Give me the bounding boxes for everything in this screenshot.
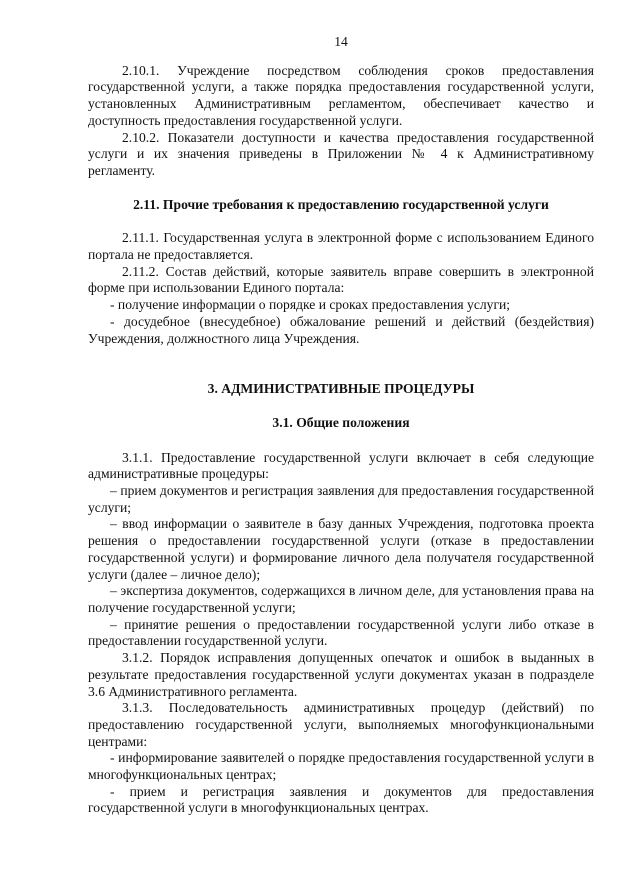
list-item: – экспертиза документов, содержащихся в личном деле, для установления права на получение государственной услуги;	[88, 583, 594, 615]
section-heading-2-11: 2.11. Прочие требования к предоставлению государственной услуги	[133, 196, 549, 212]
list-item: - прием и регистрация заявления и документов для предоставления государственной услуги в многофункциональных центрах.	[88, 783, 594, 816]
list-item: – прием документов и регистрация заявления для предоставления государственной услуги;	[88, 483, 594, 515]
list-item: - информирование заявителей о порядке предоставления государственной услуги в многофункциональных центрах;	[88, 750, 594, 783]
document-page	[88, 34, 594, 817]
list-item: - досудебное (внесудебное) обжалование решений и действий (бездействия) Учреждения, должностного лица Учреждения.	[88, 313, 594, 346]
paragraph-3-1-1: 3.1.1. Предоставление государственной услуги включает в себя следующие административные процедуры:	[88, 449, 594, 482]
paragraph-2-10-2: 2.10.2. Показатели доступности и качества предоставления государственной услуги и их значения приведены в Приложении № 4 к Административному регламенту.	[88, 129, 594, 178]
paragraph-2-11-1: 2.11.1. Государственная услуга в электронной форме с использованием Единого портала не предоставляется.	[88, 230, 594, 263]
paragraph-2-10-1: 2.10.1. Учреждение посредством соблюдения сроков предоставления государственной услуги, а также порядка предоставления государственной услуги, установленных Административным регламентом, обеспечивает качество и доступность предоставления государственной услуги.	[88, 62, 594, 128]
list-item: – принятие решения о предоставлении государственной услуги либо отказе в предоставлении государственной услуги.	[88, 616, 594, 649]
list-item: – ввод информации о заявителе в базу данных Учреждения, подготовка проекта решения о предоставлении государственной услуги (отказе в предоставлении государственной услуги) и формирование личного дела получателя государственной услуги (далее – личное дело);	[88, 516, 594, 582]
chapter-heading-3: 3. АДМИНИСТРАТИВНЫЕ ПРОЦЕДУРЫ	[207, 381, 475, 397]
subsection-heading-3-1: 3.1. Общие положения	[272, 414, 410, 430]
paragraph-2-11-2: 2.11.2. Состав действий, которые заявитель вправе совершить в электронной форме при использовании Единого портала:	[88, 263, 594, 296]
page-number: 14	[334, 34, 348, 49]
paragraph-3-1-3: 3.1.3. Последовательность административных процедур (действий) по предоставлению государственной услуги, выполняемых многофункциональными центрами:	[88, 700, 594, 749]
paragraph-3-1-2: 3.1.2. Порядок исправления допущенных опечаток и ошибок в выданных в результате предоставления государственной услуги документах указан в подразделе 3.6 Административного регламента.	[88, 650, 594, 699]
list-item: - получение информации о порядке и сроках предоставления услуги;	[110, 297, 511, 313]
